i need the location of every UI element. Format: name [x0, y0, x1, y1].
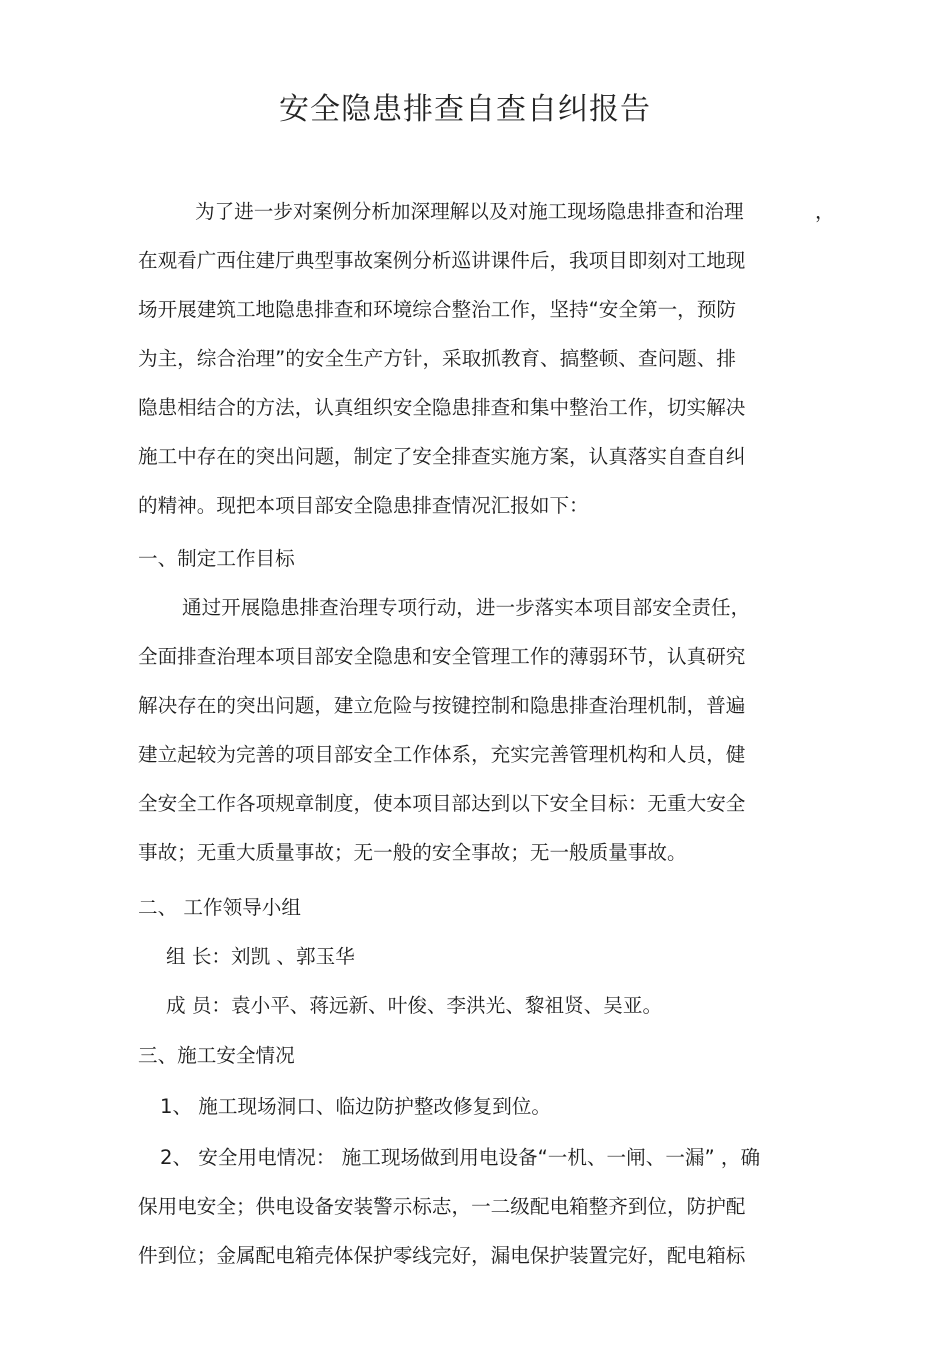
section-1-line-3: 解决存在的突出问题，建立危险与按键控制和隐患排查治理机制，普遍: [138, 694, 746, 717]
intro-line-6: 施工中存在的突出问题，制定了安全排查实施方案，认真落实自查自纠: [138, 445, 746, 468]
section-2-heading: 二、 工作领导小组: [138, 896, 301, 919]
intro-line-1-trail: ，: [815, 200, 835, 223]
document-title: 安全隐患排查自查自纠报告: [279, 92, 651, 127]
intro-line-2: 在观看广西住建厅典型事故案例分析巡讲课件后，我项目即刻对工地现: [138, 249, 746, 272]
leader-line: 组 长：刘凯 、郭玉华: [166, 945, 355, 968]
section-1-line-2: 全面排查治理本项目部安全隐患和安全管理工作的薄弱环节，认真研究: [138, 645, 746, 668]
section-1-line-6: 事故；无重大质量事故；无一般的安全事故；无一般质量事故。: [138, 841, 687, 864]
section-3-item-2-line-3: 件到位；金属配电箱壳体保护零线完好，漏电保护装置完好，配电箱标: [138, 1244, 746, 1267]
section-1-line-4: 建立起较为完善的项目部安全工作体系，充实完善管理机构和人员，健: [138, 743, 746, 766]
intro-line-5: 隐患相结合的方法，认真组织安全隐患排查和集中整治工作，切实解决: [138, 396, 746, 419]
intro-line-7: 的精神。现把本项目部安全隐患排查情况汇报如下：: [138, 494, 589, 517]
section-1-line-1: 通过开展隐患排查治理专项行动，进一步落实本项目部安全责任，: [182, 596, 751, 619]
section-1-line-5: 全安全工作各项规章制度，使本项目部达到以下安全目标：无重大安全: [138, 792, 746, 815]
members-line: 成 员：袁小平、蒋远新、叶俊、李洪光、黎祖贤、吴亚。: [166, 994, 663, 1017]
intro-line-4: 为主，综合治理”的安全生产方针，采取抓教育、搞整顿、查问题、排: [138, 347, 736, 370]
section-3-item-2-line-2: 保用电安全；供电设备安装警示标志，一二级配电箱整齐到位，防护配: [138, 1195, 746, 1218]
intro-line-1: 为了进一步对案例分析加深理解以及对施工现场隐患排查和治理: [195, 200, 744, 223]
intro-line-3: 场开展建筑工地隐患排查和环境综合整治工作，坚持“安全第一，预防: [138, 298, 736, 321]
section-3-heading: 三、施工安全情况: [138, 1044, 295, 1067]
section-1-heading: 一、制定工作目标: [138, 547, 295, 570]
section-3-item-1: 1、 施工现场洞口、临边防护整改修复到位。: [160, 1095, 551, 1118]
section-3-item-2-line-1: 2、 安全用电情况： 施工现场做到用电设备“一机、一闸、一漏” ，确: [160, 1146, 761, 1169]
